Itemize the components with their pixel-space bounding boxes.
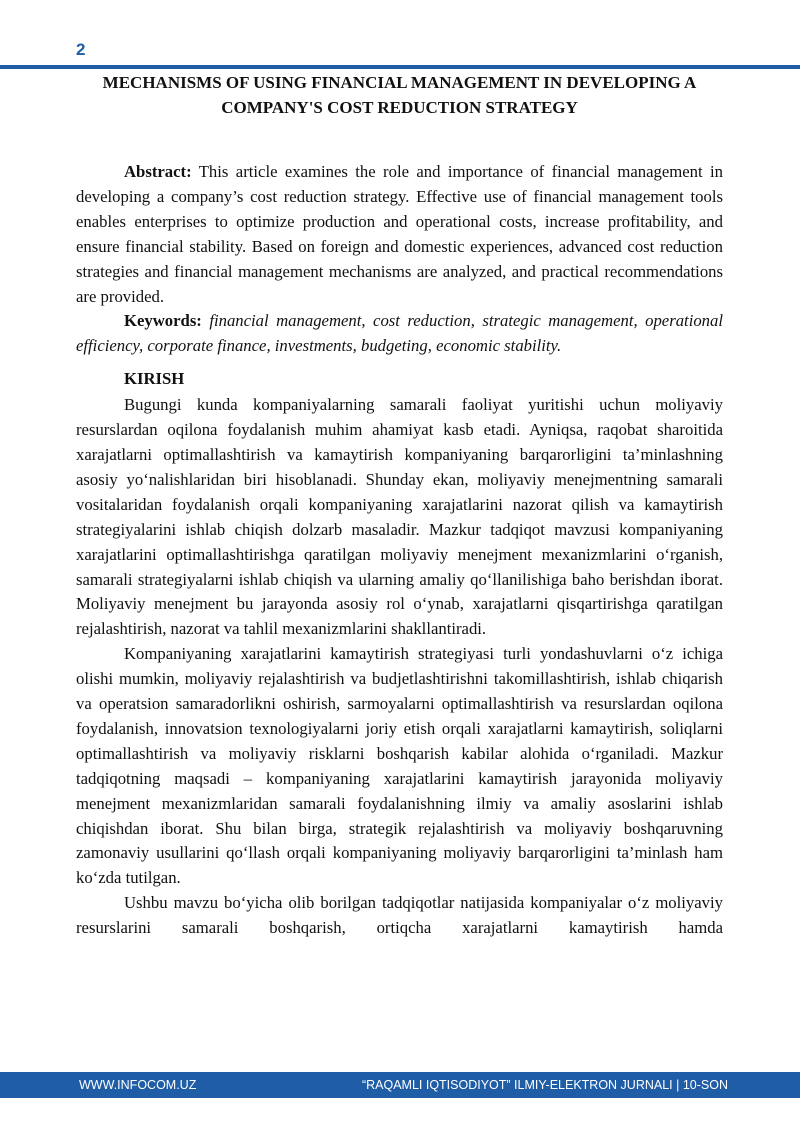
article-title: MECHANISMS OF USING FINANCIAL MANAGEMENT IN DEVELOPING A COMPANY'S COST REDUCTION STRATEGY bbox=[102, 73, 697, 117]
keywords-paragraph bbox=[76, 309, 723, 359]
keywords-text: financial management, cost reduction, strategic management, operational efficiency, corporate finance, investments, budgeting, economic stability. bbox=[76, 311, 723, 356]
abstract-paragraph bbox=[76, 160, 723, 309]
article-body bbox=[76, 70, 723, 941]
footer-journal-info: “RAQAMLI IQTISODIYOT” ILMIY-ELEKTRON JURNALI | 10-SON bbox=[361, 1078, 728, 1092]
abstract-text: This article examines the role and importance of financial management in developing a company’s cost reduction strategy. Effective use of financial management tools enables enterprises to optimize production and operational costs, increase profitability, and ensure financial stability. Based on foreign and domestic experiences, advanced cost reduction strategies and financial management mechanisms are analyzed, and practical recommendations are provided. bbox=[76, 162, 723, 306]
body-paragraph-1: Bugungi kunda kompaniyalarning samarali faoliyat yuritishi uchun moliyaviy resurslardan oqilona foydalanish muhim ahamiyat kasb etadi. Ayniqsa, raqobat sharoitida xarajatlarni optimallashtirish va kamaytirish kompaniyaning barqarorligini ta’minlashning asosiy yo‘nalishlaridan biri hisoblanadi. Shunday ekan, moliyaviy menejmentning samarali vositalaridan foydalanish orqali kompaniyaning xarajatlarini nazorat qilish va kamaytirish strategiyalarini ishlab chiqish dolzarb masaladir. Mazkur tadqiqot mavzusi kompaniyaning xarajatlarini optimallashtirishga qaratilgan moliyaviy menejment mexanizmlarini o‘rganish, samarali strategiyalarni ishlab chiqish va ularning amaliy qo‘llanilishiga baho berishdan iborat. Moliyaviy menejment bu jarayonda asosiy rol o‘ynab, xarajatlarni qisqartirishga qaratilgan rejalashtirish, nazorat va tahlil mexanizmlarini shakllantiradi. bbox=[76, 395, 723, 639]
keywords-label: Keywords: bbox=[124, 311, 202, 331]
section-heading: KIRISH bbox=[124, 369, 185, 389]
page-number: 2 bbox=[76, 40, 86, 59]
body-paragraph-3: Ushbu mavzu bo‘yicha olib borilgan tadqiqotlar natijasida kompaniyalar o‘z moliyaviy resurslarini samarali boshqarish, ortiqcha xarajatlarni kamaytirish hamda bbox=[76, 893, 723, 938]
abstract-label: Abstract: bbox=[124, 162, 192, 181]
body-paragraph-2: Kompaniyaning xarajatlarini kamaytirish strategiyasi turli yondashuvlarni o‘z ichiga olishi mumkin, moliyaviy rejalashtirish va budjetlashtirishni takomillashtirish, ishlab chiqarish va operatsion samaradorlikni oshirish, sarmoyalarni optimallashtirish va resurslardan oqilona foydalanish, innovatsion texnologiyalarni joriy etish orqali xarajatlarni kamaytirish, soliqlarni optimallashtirish va moliyaviy risklarni boshqarish kabilar alohida o‘rganiladi. Mazkur tadqiqotning maqsadi – kompaniyaning xarajatlarini kamaytirish jarayonida moliyaviy menejment mexanizmlaridan samarali foydalanishning ilmiy va amaliy asoslarini ishlab chiqishdan iborat. Shu bilan birga, strategik rejalashtirish va moliyaviy boshqaruvning zamonaviy usullarini qo‘llash orqali kompaniyaning moliyaviy barqarorligini ta’minlash ham ko‘zda tutilgan. bbox=[76, 644, 723, 888]
header-rule bbox=[0, 65, 800, 69]
footer-website-link[interactable]: WWW.INFOCOM.UZ bbox=[79, 1078, 197, 1092]
